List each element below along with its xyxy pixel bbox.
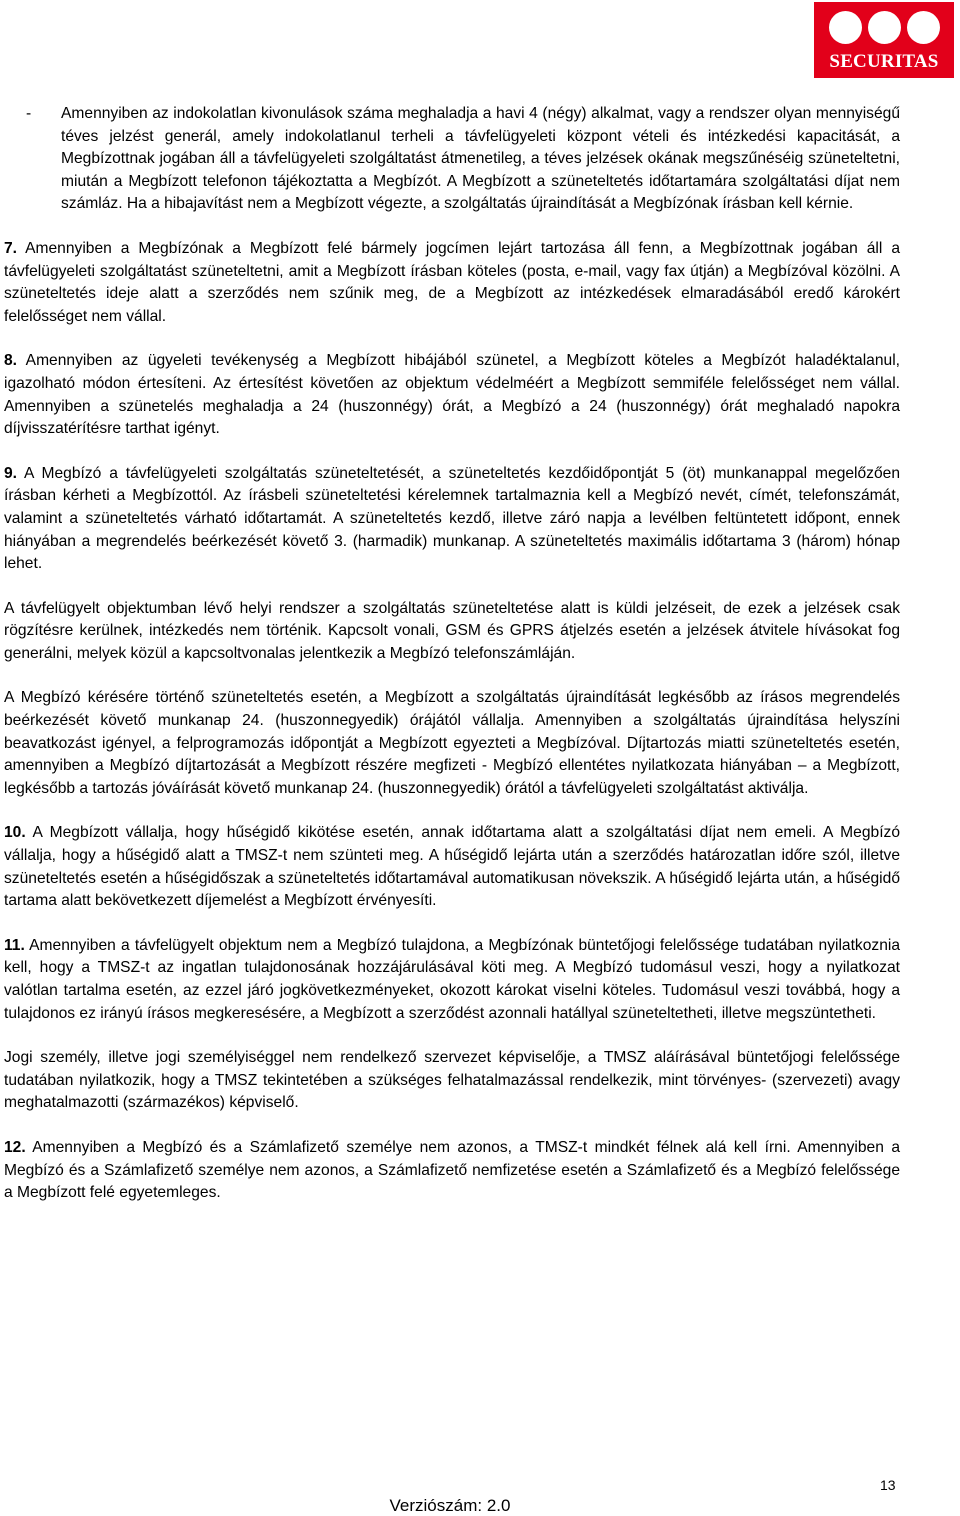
logo-wordmark: SECURITAS — [829, 51, 939, 72]
dash-item-text: Amennyiben az indokolatlan kivonulások száma meghaladja a havi 4 (négy) alkalmat, vagy a rendszer olyan mennyiségű téves jelzést generál, amely indokolatlanul terheli a távfelügyeleti központ vételi és intézkedési kapacitását, a Megbízottnak jogában áll a távfelügyeleti szolgáltatást átmenetileg, a téves jelzések okának megszűnéséig szüneteltetni, miután a Megbízott telefonon tájékoztatta a Megbízót. A Megbízott a szüneteltetés időtartamára szolgáltatási díjat nem számláz. Ha a hibajavítást nem a Megbízott végezte, a szolgáltatás újraindítását a Megbízónak írásban kell kérnie. — [61, 105, 900, 213]
section-12 — [4, 1137, 900, 1205]
page-number: 13 — [880, 1477, 896, 1493]
section-text: Amennyiben a távfelügyelt objektum nem a Megbízó tulajdona, a Megbízónak büntetőjogi felelőssége tudatában nyilatkoznia kell, hogy a TMSZ-t az ingatlan tulajdonosának hozzájárulásával köti meg. A Megbízó tudomásul veszi, hogy a nyilatkozat valótlan tartalma esetén, az ezzel járó jogkövetkezményeket, okozott károkat viselni köteles. Tudomásul veszi továbbá, hogy a tulajdonos ez irányú írásos megkeresésére, a Megbízott a szerződést azonnali hatállyal szüneteltetheti, illetve megszüntetheti. — [4, 936, 900, 1022]
logo-dot-icon — [868, 11, 901, 44]
section-number: 11. — [4, 936, 25, 954]
section-8 — [4, 350, 900, 440]
logo-dot-icon — [829, 11, 862, 44]
paragraph-restart — [4, 687, 900, 800]
paragraph-text: A távfelügyelt objektumban lévő helyi rendszer a szolgáltatás szüneteltetése alatt is küldi jelzéseit, de ezek a jelzések csak rögzítésre kerülnek, intézkedés nem történik. Kapcsolt vonali, GSM és GPRS átjelzés esetén a jelzések átvitele hívásokat fog generálni, melyek közül a kapcsoltvonalas jelentkezik a Megbízó telefonszámláján. — [4, 599, 900, 662]
footer-version: Verziószám: 2.0 — [389, 1496, 511, 1515]
section-7 — [4, 238, 900, 328]
section-text: Amennyiben a Megbízónak a Megbízott felé bármely jogcímen lejárt tartozása áll fenn, a Megbízottnak jogában áll a távfelügyeleti szolgáltatást szüneteltetni, amit a Megbízott írásban köteles (posta, e-mail, vagy fax útján) a Megbízóval közölni. A szüneteltetés ideje alatt a szerződés nem szűnik meg, de a Megbízott az intézkedések elmaradásából eredő károkért felelősséget nem vállal. — [4, 239, 900, 325]
logo-dots — [814, 11, 954, 45]
dash-marker: - — [26, 105, 32, 122]
section-text: Amennyiben a Megbízó és a Számlafizető személye nem azonos, a TMSZ-t mindkét félnek alá kell írni. Amennyiben a Megbízó és a Számlafizető személye nem azonos, a Számlafizető nemfizetése esetén a Számlafizető és a Megbízó felelőssége a Megbízott felé egyetemleges. — [4, 1138, 900, 1202]
section-number: 10. — [4, 824, 26, 842]
paragraph-text: Jogi személy, illetve jogi személyiséggel nem rendelkező szervezet képviselője, a TMSZ aláírásával büntetőjogi felelőssége tudatában nyilatkozik, hogy a TMSZ tekintetében a szükséges felhatalmazással rendelkezik, mint törvényes- (szervezeti) avagy meghatalmazotti (származékos) képviselő. — [4, 1049, 900, 1112]
section-text: A Megbízott vállalja, hogy hűségidő kikötése esetén, annak időtartama alatt a szolgáltatási díjat nem emeli. A Megbízó vállalja, hogy a hűségidő alatt a TMSZ-t nem szünteti meg. A hűségidő lejárta után a szerződés határozatlan időre szól, illetve szüneteltetés esetén a hűségidőszak a szüneteltetés időtartamával automatikusan növekszik. A hűségidő lejárta után, a hűségidő tartama alatt bekövetkezett díjemelést a Megbízott érvényesíti. — [4, 824, 900, 910]
document-body — [4, 103, 900, 1227]
section-11 — [4, 935, 900, 1025]
paragraph-text: A Megbízó kérésére történő szüneteltetés esetén, a Megbízott a szolgáltatás újraindítását legkésőbb az írásos megrendelés beérkezését követő munkanap 24. (huszonnegyedik) órájától vállalja. Amennyiben a szolgáltatás újraindítása helyszíni beavatkozást igényel, a felprogramozás időpontját a Megbízott egyezteti a Megbízóval. Díjtartozás miatti szüneteltetés esetén, amennyiben a Megbízó díjtartozását a Megbízott részére megfizeti - Megbízó ellentétes nyilatkozata hiányában – a Megbízott, legkésőbb a tartozás jóváírását követő munkanap 24. (huszonnegyedik) órától a távfelügyeleti szolgáltatást aktiválja. — [4, 689, 900, 797]
section-number: 9. — [4, 464, 18, 482]
paragraph-remote-signals — [4, 598, 900, 666]
section-number: 7. — [4, 239, 18, 257]
section-10 — [4, 822, 900, 912]
section-text: Amennyiben az ügyeleti tevékenység a Megbízott hibájából szünetel, a Megbízott köteles a Megbízót haladéktalanul, igazolható módon értesíteni. Az értesítést követően az objektum védelméért a Megbízott semmiféle felelősséget nem vállal. Amennyiben a szünetelés meghaladja a 24 (huszonnégy) órát, a Megbízó a 24 (huszonnégy) órát meghaladó napokra díjvisszatérítésre tarthat igényt. — [4, 352, 900, 438]
paragraph-legal-person — [4, 1047, 900, 1115]
securitas-logo — [814, 2, 954, 78]
section-number: 8. — [4, 352, 18, 370]
logo-dot-icon — [907, 11, 940, 44]
section-number: 12. — [4, 1138, 26, 1156]
dash-list-item — [4, 103, 900, 216]
section-text: A Megbízó a távfelügyeleti szolgáltatás szüneteltetését, a szüneteltetés kezdőidőpontját 5 (öt) munkanappal megelőzően írásban kérheti a Megbízottól. Az írásbeli szüneteltetési kérelemnek tartalmaznia kell a Megbízó nevét, címét, telefonszámát, valamint a szüneteltetés várható időtartamát. A szüneteltetés kezdő, illetve záró napja a levélben feltüntetett időpont, ennek hiányában a megrendelés beérkezését követő 3. (harmadik) munkanap. A szüneteltetés maximális időtartama 3 (három) hónap lehet. — [4, 464, 900, 573]
section-9 — [4, 463, 900, 576]
